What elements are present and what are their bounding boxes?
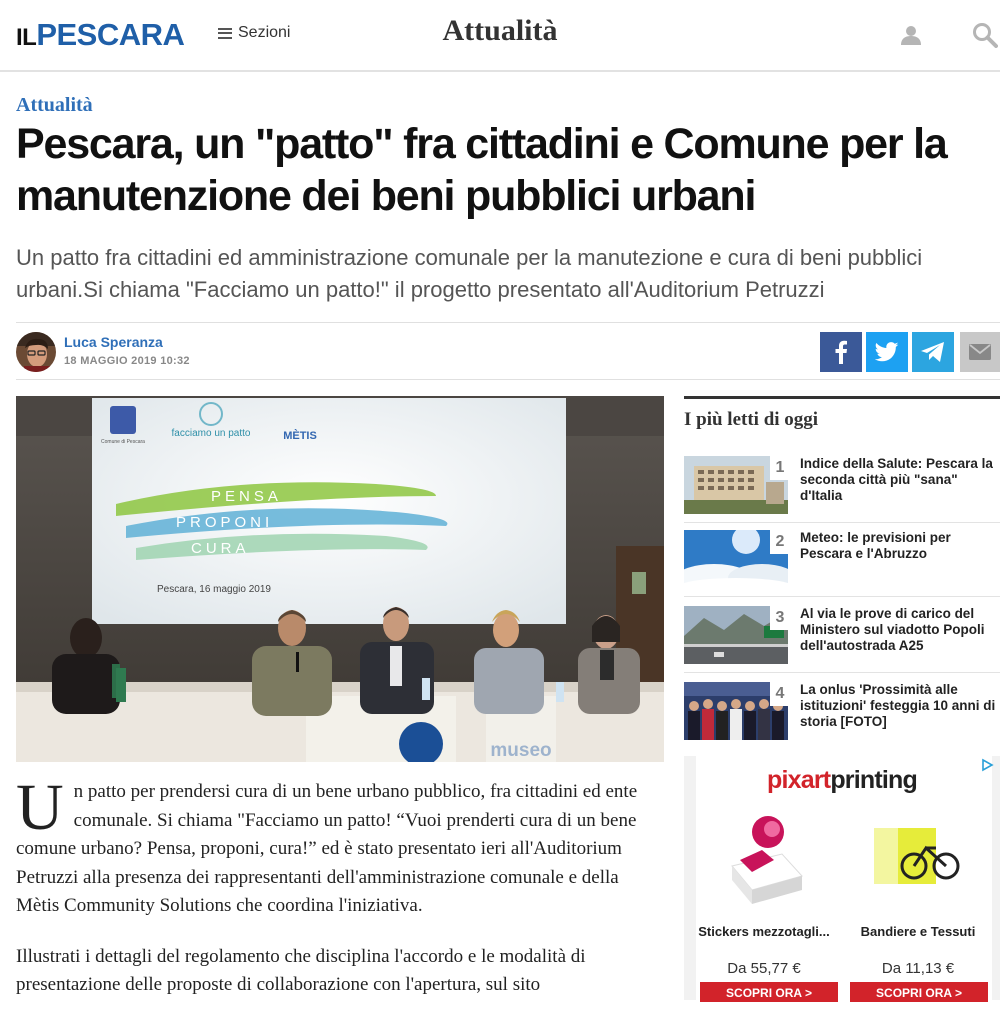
email-icon (969, 344, 991, 360)
article-headline: Pescara, un "patto" fra cittadini e Comune per la manutenzione dei beni pubblici urbani (16, 120, 947, 220)
paragraph-1-text: n patto per prendersi cura di un bene urbano pubblico, fra cittadini ed ente comunale. Si chiama "Facciamo un patto! “Vuoi prenderti cura di un bene comune urbano? Pensa, proponi, cura!” ed è stato presentato ieri all'Auditorium Petruzzi alla presenza dei rappresentanti dell'amministrazione comunale e della Mètis Community Solutions che coordina l'iniziativa. (16, 781, 638, 916)
slide-text: Comune di Pescara (101, 439, 145, 445)
most-read-title-link[interactable]: Indice della Salute: Pescara la seconda città più "sana" d'Italia (800, 456, 993, 503)
most-read-item[interactable] (684, 606, 1000, 668)
slide-word-2: PROPONI (176, 514, 274, 531)
share-telegram-button[interactable] (912, 332, 954, 372)
rank-number: 4 (770, 682, 790, 706)
share-facebook-button[interactable] (820, 332, 862, 372)
product-price: Da 55,77 € (727, 960, 801, 977)
hamburger-icon (218, 28, 232, 39)
sections-menu-button[interactable] (218, 24, 290, 42)
divider (684, 672, 1000, 673)
share-email-button[interactable] (960, 332, 1000, 372)
article-paragraph (16, 771, 664, 921)
most-read-title-link[interactable]: Al via le prove di carico del Ministero sul viadotto Popoli dell'autostrada A25 (800, 606, 985, 653)
divider (684, 522, 1000, 523)
telegram-icon (920, 341, 946, 363)
user-icon[interactable] (900, 24, 922, 46)
divider (684, 596, 1000, 597)
share-twitter-button[interactable] (866, 332, 908, 372)
advertisement[interactable] (684, 756, 1000, 1000)
rank-number: 2 (770, 530, 790, 554)
ad-brand-logo[interactable]: pixartprinting (767, 766, 917, 794)
most-read-title-link[interactable]: La onlus 'Prossimità alle istituzioni' festeggia 10 anni di storia [FOTO] (800, 682, 996, 729)
section-title: Attualità (442, 14, 558, 47)
article-body (16, 771, 664, 1022)
article-standfirst: Un patto fra cittadini ed amministrazione comunale per la manutezione e cura di beni pubblici urbani.Si chiama "Facciamo un patto!" il progetto presentato all'Auditorium Petruzzi (16, 245, 923, 302)
most-read-item[interactable] (684, 530, 1000, 592)
slide-caption: Pescara, 16 maggio 2019 (157, 584, 271, 595)
slide-word-1: PENSA (211, 488, 282, 505)
product-banners-image[interactable] (870, 822, 960, 902)
article-paragraph: Illustrati i dettagli del regolamento che disciplina l'accordo e le modalità di presentazione delle proposte di collaborazione con l'apertura, sul sito (16, 945, 586, 995)
slide-logo-text: facciamo un patto (171, 428, 251, 439)
byline-bar (16, 322, 1000, 380)
publish-date: 18 MAGGIO 2019 10:32 (64, 355, 190, 367)
adchoices-icon[interactable] (980, 758, 994, 772)
most-read-item[interactable] (684, 682, 1000, 744)
slide-word-3: CURA (191, 540, 250, 557)
shop-now-button[interactable]: SCOPRI ORA > (700, 982, 838, 1002)
product-name[interactable]: Stickers mezzotagli... (698, 924, 830, 939)
search-icon[interactable] (972, 22, 998, 48)
author-avatar[interactable] (16, 332, 56, 372)
rank-number: 3 (770, 606, 790, 630)
rank-number: 1 (770, 456, 790, 480)
product-stickers-image[interactable] (722, 814, 812, 910)
most-read-item[interactable] (684, 456, 1000, 518)
author-name[interactable]: Luca Speranza (64, 334, 163, 350)
dropcap: U (16, 771, 64, 844)
shop-now-button[interactable]: SCOPRI ORA > (850, 982, 988, 1002)
product-name[interactable]: Bandiere e Tessuti (860, 924, 976, 939)
sections-menu-label: Sezioni (238, 24, 291, 41)
most-read-title: I più letti di oggi (684, 396, 1000, 431)
twitter-icon (875, 342, 899, 362)
facebook-icon (834, 340, 848, 364)
top-bar (0, 0, 1000, 72)
most-read-title-link[interactable]: Meteo: le previsioni per Pescara e l'Abruzzo (800, 530, 951, 561)
site-logo[interactable]: ILPESCARA (16, 17, 185, 52)
slide-partner-text: MÈTIS (283, 430, 317, 442)
article-hero-image[interactable] (16, 396, 664, 762)
article-kicker[interactable]: Attualità (16, 94, 93, 116)
product-price: Da 11,13 € (881, 960, 955, 977)
